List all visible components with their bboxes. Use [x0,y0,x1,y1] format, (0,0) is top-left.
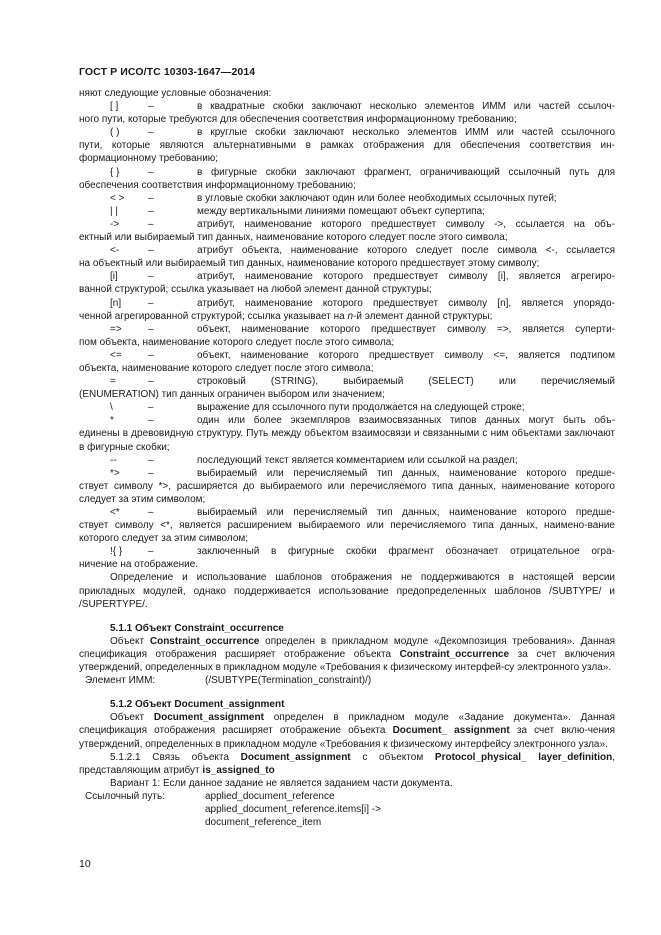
notation-definition: выбираемый или перечисляемый тип данных, наименование которого предше- [197,507,615,518]
notation-symbol: ( ) [110,127,120,139]
notation-item [79,100,615,126]
notation-item [79,270,615,296]
notation-continuation: пути, которые являются альтернативными в рамках отображения для обеспечения соответствия ин-формационному требованию; [79,140,615,165]
notation-continuation: (ENUMERATION) тип данных ограничен выбором или значением; [79,389,385,401]
notation-dash: – [148,297,154,309]
notation-dash: – [148,415,154,427]
reference-path-line: applied_document_reference [205,790,335,802]
notation-item [79,454,615,467]
notation-item [79,467,615,506]
notation-symbol: \ [110,402,113,414]
notation-item [79,192,615,205]
notation-dash: – [148,127,154,139]
notation-definition: в квадратные скобки заключают несколько элементов ИММ или частей ссылоч- [197,101,615,113]
notation-item [79,205,615,218]
notation-item [79,375,615,401]
arm-element-value: (/SUBTYPE(Termination_constraint)/) [205,675,372,687]
notation-symbol: => [110,323,122,335]
notation-definition: атрибут, наименование которого предшествует символу [n], является упорядо- [197,297,615,309]
notation-dash: – [148,245,154,257]
note-paragraph: Определение и использование шаблонов отображения не поддерживаются в настоящей версии прикладных модулей, однако поддерживается использование предопределенных шаблонов /SUBTYPE/ и /SUPERTYPE/. [79,572,615,610]
notation-first-line [79,166,615,179]
notation-continuation: объекта, наименование которого следует после этого символа; [79,362,374,374]
arm-element-label: Элемент ИММ: [85,675,156,687]
notation-first-line [79,375,615,388]
notation-definition: в угловые скобки заключают один или более необходимых ссылочных путей; [197,192,557,204]
notation-item [79,545,615,571]
notation-symbol: * [110,415,114,427]
notation-continuation: ного пути, которые требуются для обеспечения соответствия информационному требованию; [79,114,517,126]
notation-continuation: ченной агрегированной структурой; ссылка указывает на n-й элемент данной структуры; [79,310,493,322]
notation-continuation: ванной структурой; ссылка указывает на любой элемент данной структуры; [79,284,432,296]
section-heading-5-1-1: 5.1.1 Объект Constraint_occurrence [110,622,284,634]
notation-definition: объект, наименование которого предшествует символу <=, является подтипом [197,349,615,361]
notation-continuation: ствует символу *>, расширяется до выбираемого или перечисляемого типа данных, наименование которого следует за этим символом; [79,480,615,505]
notation-continuation: пом объекта, наименование которого следует после этого символа; [79,336,395,348]
notation-definition: между вертикальными линиями помещают объект супертипа; [197,205,485,217]
notation-item [79,401,615,414]
notation-first-line [79,270,615,283]
notation-item [79,349,615,375]
notation-definition: атрибут, наименование которого предшествует символу [i], является агрегиро- [197,271,615,283]
notation-definition: атрибут объекта, наименование которого следует после символа <-, ссылается [197,245,615,257]
notation-symbol: < > [110,192,125,204]
intro-line: няют следующие условные обозначения: [79,88,272,99]
reference-path-label: Ссылочный путь: [85,790,165,802]
notation-dash: – [148,467,154,479]
notation-item [79,244,615,270]
notation-first-line [79,192,615,205]
notation-item [79,218,615,244]
page-number: 10 [79,858,91,870]
notation-symbol: [ ] [110,101,119,113]
notation-dash: – [148,376,154,388]
notation-definition: заключенный в фигурные скобки фрагмент обозначает отрицательное огра- [197,546,615,558]
notation-first-line [79,545,615,558]
notation-continuation: ничение на отображение. [79,559,199,571]
notation-dash: – [148,349,154,361]
notation-dash: – [148,101,154,113]
notation-definition: выбираемый или перечисляемый тип данных, наименование которого предше- [197,467,615,479]
notation-item [79,323,615,349]
notation-first-line [79,454,615,467]
notation-item [79,297,615,323]
notation-symbol: *> [110,467,120,479]
notation-dash: – [148,402,154,414]
notation-first-line [79,401,615,414]
section-5-1-2-paragraph: Объект Document_assignment определен в прикладном модуле «Задание документа». Данная спецификация отображения расширяет отображение объекта Document_ assignment за счет вклю-чения утверждений, определенных в прикладном модуле «Требования к физическому интерфейсу электронного узла». [79,712,615,750]
notation-first-line [79,323,615,336]
notation-dash: – [148,166,154,178]
notation-symbol: -> [110,218,120,230]
notation-first-line [79,297,615,310]
section-5-1-2-1-paragraph: 5.1.2.1 Связь объекта Document_assignment с объектом Protocol_physical_ layer_definition, представляющим атрибут is_assigned_to [79,751,615,776]
notation-symbol: <- [110,245,120,257]
notation-definition: один или более экземпляров взаимосвязанных типов данных могут быть объ- [197,415,615,427]
notation-first-line [79,205,615,218]
notation-definition: выражение для ссылочного пути продолжается на следующей строке; [197,402,525,414]
page-header: ГОСТ Р ИСО/ТС 10303-1647—2014 [79,66,256,78]
notation-first-line [79,244,615,257]
notation-dash: – [148,218,154,230]
notation-definition: атрибут, наименование которого предшествует символу ->, ссылается на объ- [197,218,615,230]
notation-item [79,506,615,545]
notation-dash: – [148,546,154,558]
notation-first-line [79,506,615,519]
notation-symbol: <* [110,507,120,518]
notation-first-line [79,414,615,427]
notation-item [79,166,615,192]
reference-path-line: document_reference_item [205,817,322,829]
notation-symbol: { } [110,166,120,178]
notation-continuation: единены в древовидную структуру. Путь между объектом взаимосвязи и связанными с ним объектами заключают в фигурные скобки; [79,428,615,453]
reference-path-line: applied_document_reference.items[i] -> [205,803,381,815]
notation-dash: – [148,454,154,466]
notation-definition: в фигурные скобки заключают фрагмент, ограничивающий ссылочный путь для [197,166,615,178]
notation-symbol: -- [110,454,117,466]
notation-dash: – [148,323,154,335]
notation-symbol: !{ } [110,546,123,558]
notation-item [79,414,615,453]
notation-symbol: | | [110,205,118,217]
notation-dash: – [148,271,154,283]
notation-item [79,126,615,165]
notation-dash: – [148,507,154,518]
notation-symbol: [i] [110,271,118,283]
page-content [79,87,615,829]
notation-first-line [79,100,615,113]
notation-continuation: ектный или выбираемый тип данных, наименование которого следует после этого символа; [79,232,508,244]
notation-dash: – [148,205,154,217]
notation-first-line [79,467,615,480]
notation-continuation: ствует символу <*, является расширением выбираемого или перечисляемого типа данных, наимено-вание которого следует за этим символом; [79,520,615,545]
section-5-1-1-paragraph: Объект Constraint_occurrence определен в прикладном модуле «Декомпозиция требования». Данная спецификация отображения расширяет отображение объекта Constraint_occurrence за счет включения утверждений, определенных в прикладном модуле «Требования к физическому интерфей-су электронного узла». [79,635,615,674]
notation-symbol: [n] [110,297,122,309]
notation-list [79,100,615,571]
arm-element-row [79,674,615,687]
notation-definition: последующий текст является комментарием или ссылкой на раздел; [197,454,518,466]
notation-first-line [79,218,615,231]
notation-definition: строковый (STRING), выбираемый (SELECT) или перечисляемый [197,376,615,388]
notation-symbol: = [110,376,116,388]
notation-definition: объект, наименование которого предшествует символу =>, является суперти- [197,323,615,335]
notation-first-line [79,126,615,139]
notation-first-line [79,349,615,362]
notation-definition: в круглые скобки заключают несколько элементов ИММ или частей ссылочного [197,127,615,139]
reference-path-block [79,790,615,829]
notation-dash: – [148,192,154,204]
notation-continuation: на объектный или выбираемый тип данных, наименование которого предшествует этому символу; [79,258,540,270]
variant-line: Вариант 1: Если данное задание не является заданием части документа. [110,777,453,789]
section-heading-5-1-2: 5.1.2 Объект Document_assignment [110,699,285,711]
notation-continuation: обеспечения соответствия информационному требованию; [79,179,356,191]
notation-symbol: <= [110,349,122,361]
